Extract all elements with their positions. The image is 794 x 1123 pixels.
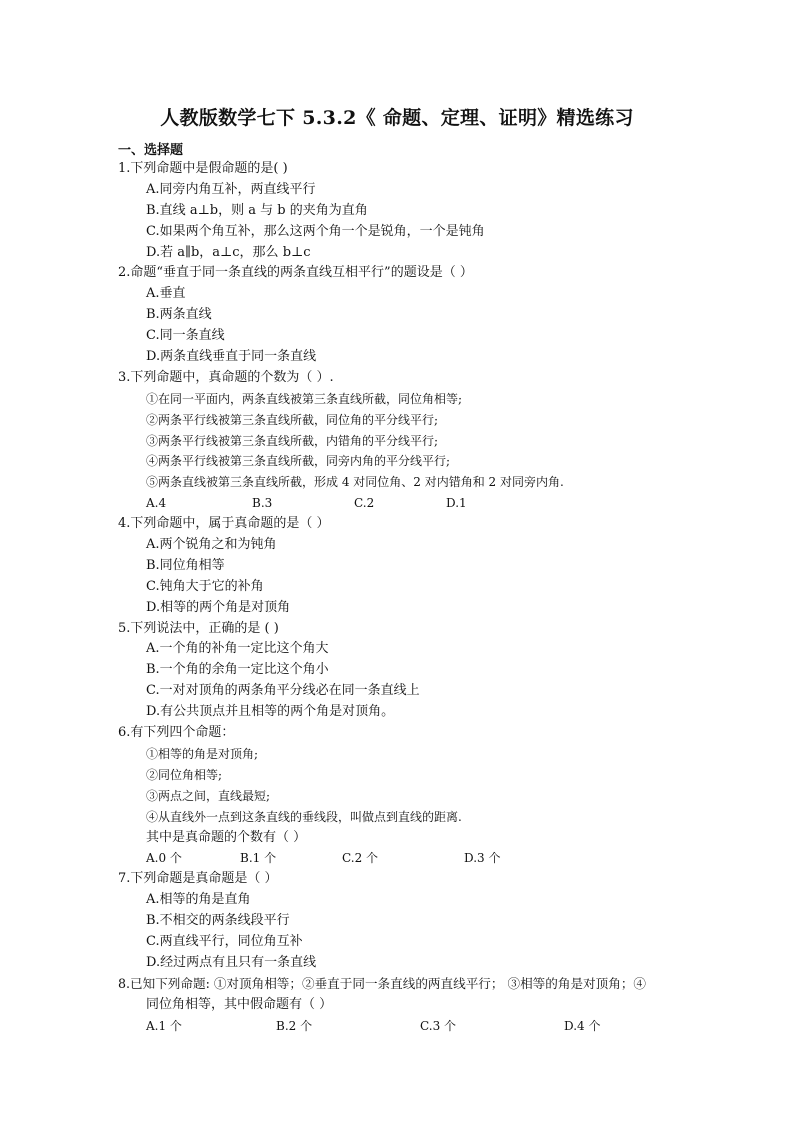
question-6-stem: 6.有下列四个命题： — [118, 725, 235, 741]
question-2-option-b: B.两条直线 — [146, 307, 212, 323]
question-3-options — [118, 493, 718, 514]
question-4-option-c: C.钝角大于它的补角 — [146, 578, 264, 594]
question-6-statement-3: ③两点之间，直线最短; — [146, 788, 271, 803]
question-6-option-c: C.2 个 — [342, 851, 379, 866]
question-2-option-d: D.两条直线垂直于同一条直线 — [146, 349, 317, 365]
question-1-stem: 1.下列命题中是假命题的是( ) — [118, 161, 288, 176]
question-6-option-a: A.0 个 — [146, 851, 182, 866]
question-3-statement-3: ③两条平行线被第三条直线所截，内错角的平分线平行; — [146, 433, 439, 448]
question-1-option-d: D.若 a∥b，a⊥c，那么 b⊥c — [146, 244, 311, 260]
question-6-statement-1: ①相等的角是对顶角; — [146, 746, 259, 761]
question-3-option-a: A.4 — [146, 496, 167, 511]
question-1-option-b: B.直线 a⊥b，则 a 与 b 的夹角为直角 — [146, 202, 368, 218]
question-6-option-d: D.3 个 — [464, 851, 501, 866]
question-list — [118, 159, 718, 1036]
question-2-option-a: A.垂直 — [146, 286, 186, 302]
question-7-stem: 7.下列命题是真命题是（ ） — [118, 871, 278, 887]
question-5-option-d: D.有公共顶点并且相等的两个角是对顶角。 — [146, 704, 395, 720]
question-8-option-a: A.1 个 — [146, 1018, 182, 1033]
question-1-option-a: A.同旁内角互补，两直线平行 — [146, 181, 316, 197]
question-2-stem: 2.命题“垂直于同一条直线的两条直线互相平行”的题设是（ ） — [118, 265, 473, 281]
question-7-option-d: D.经过两点有且只有一条直线 — [146, 954, 317, 970]
question-8-stem: 8.已知下列命题: ①对顶角相等；②垂直于同一条直线的两直线平行； ③相等的角是对顶角；④ — [118, 975, 647, 991]
question-3-statement-1: ①在同一平面内，两条直线被第三条直线所截，同位角相等; — [146, 391, 463, 406]
question-8-option-c: C.3 个 — [420, 1018, 457, 1033]
question-3-option-d: D.1 — [446, 496, 467, 511]
question-5-stem: 5.下列说法中，正确的是 ( ) — [118, 620, 279, 636]
question-6-question: 其中是真命题的个数有（ ） — [146, 829, 307, 845]
question-8-option-b: B.2 个 — [276, 1018, 313, 1033]
document-title: 人教版数学七下 5.3.2《 命题、定理、证明》精选练习 — [160, 107, 634, 129]
question-4-stem: 4.下列命题中，属于真命题的是（ ） — [118, 516, 330, 532]
question-8-stem-continued: 同位角相等，其中假命题有（ ） — [146, 996, 333, 1012]
question-6-option-b: B.1 个 — [240, 851, 277, 866]
question-3-statement-4: ④两条平行线被第三条直线所截，同旁内角的平分线平行; — [146, 454, 451, 469]
question-2-option-c: C.同一条直线 — [146, 328, 225, 344]
question-5-option-b: B.一个角的余角一定比这个角小 — [146, 662, 329, 678]
question-3-option-b: B.3 — [252, 496, 273, 511]
question-3-option-c: C.2 — [354, 496, 375, 511]
question-5-option-a: A.一个角的补角一定比这个角大 — [146, 641, 329, 657]
question-4-option-a: A.两个锐角之和为钝角 — [146, 537, 277, 553]
question-5-option-c: C.一对对顶角的两条角平分线必在同一条直线上 — [146, 683, 420, 699]
question-1-option-c: C.如果两个角互补，那么这两个角一个是锐角，一个是钝角 — [146, 223, 485, 239]
question-3-stem: 3.下列命题中，真命题的个数为（ ）. — [118, 369, 334, 385]
question-7-option-c: C.两直线平行，同位角互补 — [146, 933, 303, 949]
question-3-statement-5: ⑤两条直线被第三条直线所截，形成 4 对同位角、2 对内错角和 2 对同旁内角. — [146, 475, 564, 490]
question-7-option-b: B.不相交的两条线段平行 — [146, 913, 290, 929]
question-8-option-d: D.4 个 — [564, 1018, 601, 1033]
question-7-option-a: A.相等的角是直角 — [146, 892, 251, 908]
question-4-option-b: B.同位角相等 — [146, 557, 225, 573]
question-3-statement-2: ②两条平行线被第三条直线所截，同位角的平分线平行; — [146, 412, 439, 427]
question-6-statement-4: ④从直线外一点到这条直线的垂线段，叫做点到直线的距离. — [146, 809, 462, 824]
section-heading: 一、选择题 — [118, 143, 184, 158]
question-8-options — [118, 1016, 718, 1037]
question-4-option-d: D.相等的两个角是对顶角 — [146, 599, 291, 615]
question-6-options — [118, 848, 718, 869]
question-6-statement-2: ②同位角相等; — [146, 767, 223, 782]
